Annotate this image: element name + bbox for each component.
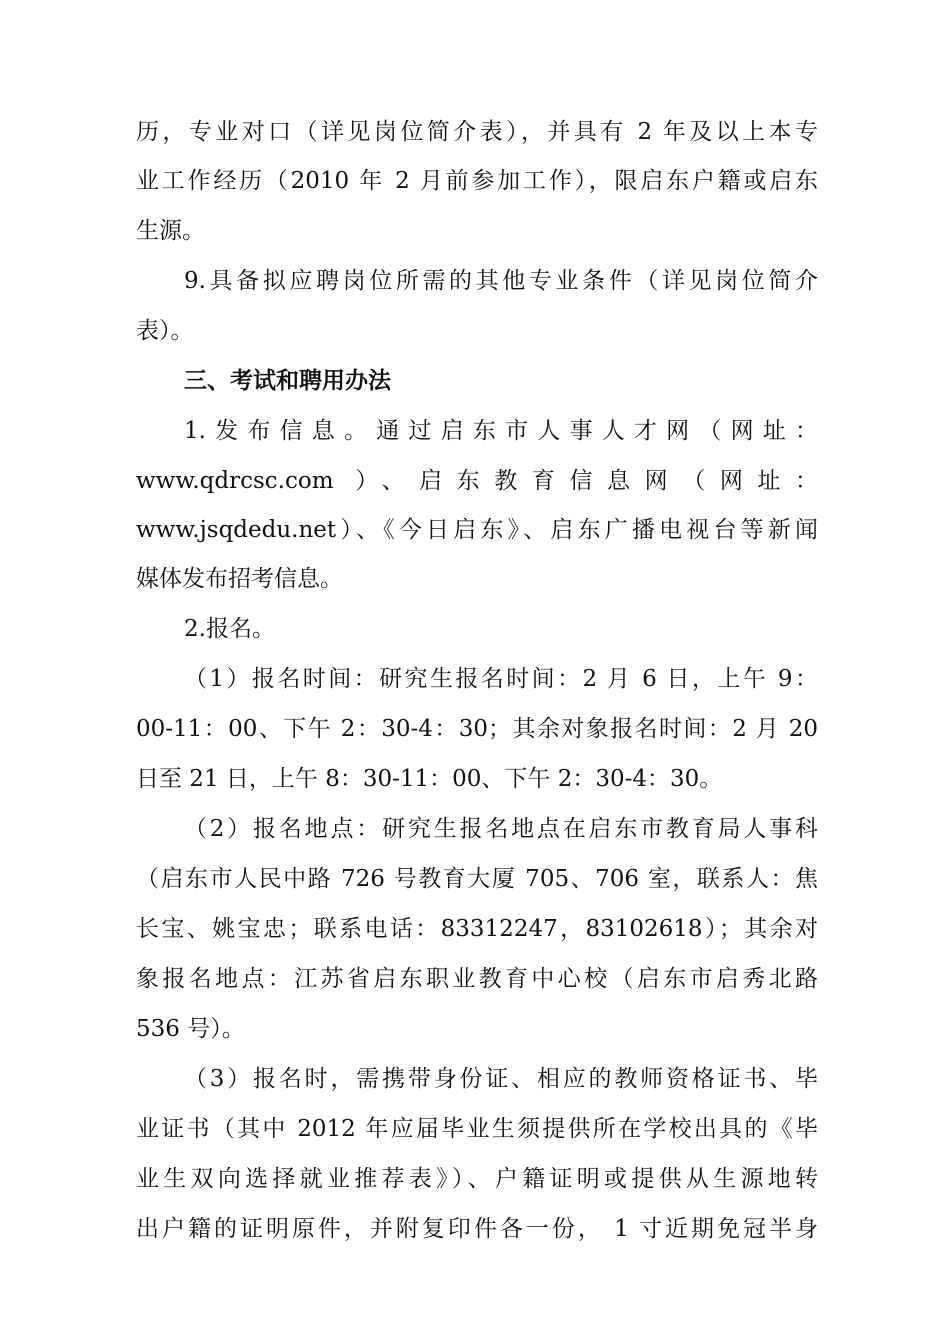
text-line: 9.具备拟应聘岗位所需的其他专业条件（详见岗位简介 (184, 268, 818, 294)
text-line: （2）报名地点：研究生报名地点在启东市教育局人事科 (184, 816, 818, 842)
text-line: 业证书（其中 2012 年应届毕业生须提供所在学校出具的《毕 (136, 1116, 818, 1142)
text-line: 出户籍的证明原件，并附复印件各一份， 1 寸近期免冠半身 (136, 1216, 818, 1242)
text-line: （3）报名时，需携带身份证、相应的教师资格证书、毕 (184, 1066, 818, 1092)
text-line: 表）。 (136, 318, 194, 344)
text-line: 日至 21 日，上午 8：30-11：00、下午 2：30-4：30。 (136, 766, 723, 792)
text-line: 长宝、姚宝忠；联系电话：83312247，83102618）；其余对 (136, 916, 818, 942)
text-line: 历，专业对口（详见岗位简介表），并具有 2 年及以上本专 (136, 119, 818, 145)
text-line: www.qdrcsc.com ）、启东教育信息网（网址： (136, 468, 818, 494)
text-line: （启东市人民中路 726 号教育大厦 705、706 室，联系人：焦 (136, 866, 818, 892)
text-line: 象报名地点：江苏省启东职业教育中心校（启东市启秀北路 (136, 966, 818, 992)
text-line: 业生双向选择就业推荐表》）、户籍证明或提供从生源地转 (136, 1166, 818, 1192)
text-line: 536 号）。 (136, 1016, 245, 1042)
text-line: 1.发布信息。通过启东市人事人才网（网址： (184, 418, 818, 444)
text-line: www.jsqdedu.net）、《今日启东》、启东广播电视台等新闻 (136, 517, 818, 543)
text-line: （1）报名时间：研究生报名时间：2 月 6 日，上午 9： (184, 666, 818, 692)
text-line: 00-11：00、下午 2：30-4：30；其余对象报名时间：2 月 20 (136, 716, 818, 742)
section-heading: 三、考试和聘用办法 (184, 368, 391, 394)
text-line: 媒体发布招考信息。 (136, 566, 343, 592)
text-line: 业工作经历（2010 年 2 月前参加工作），限启东户籍或启东 (136, 168, 818, 194)
text-line: 生源。 (136, 218, 205, 244)
text-line: 2.报名。 (184, 616, 275, 642)
